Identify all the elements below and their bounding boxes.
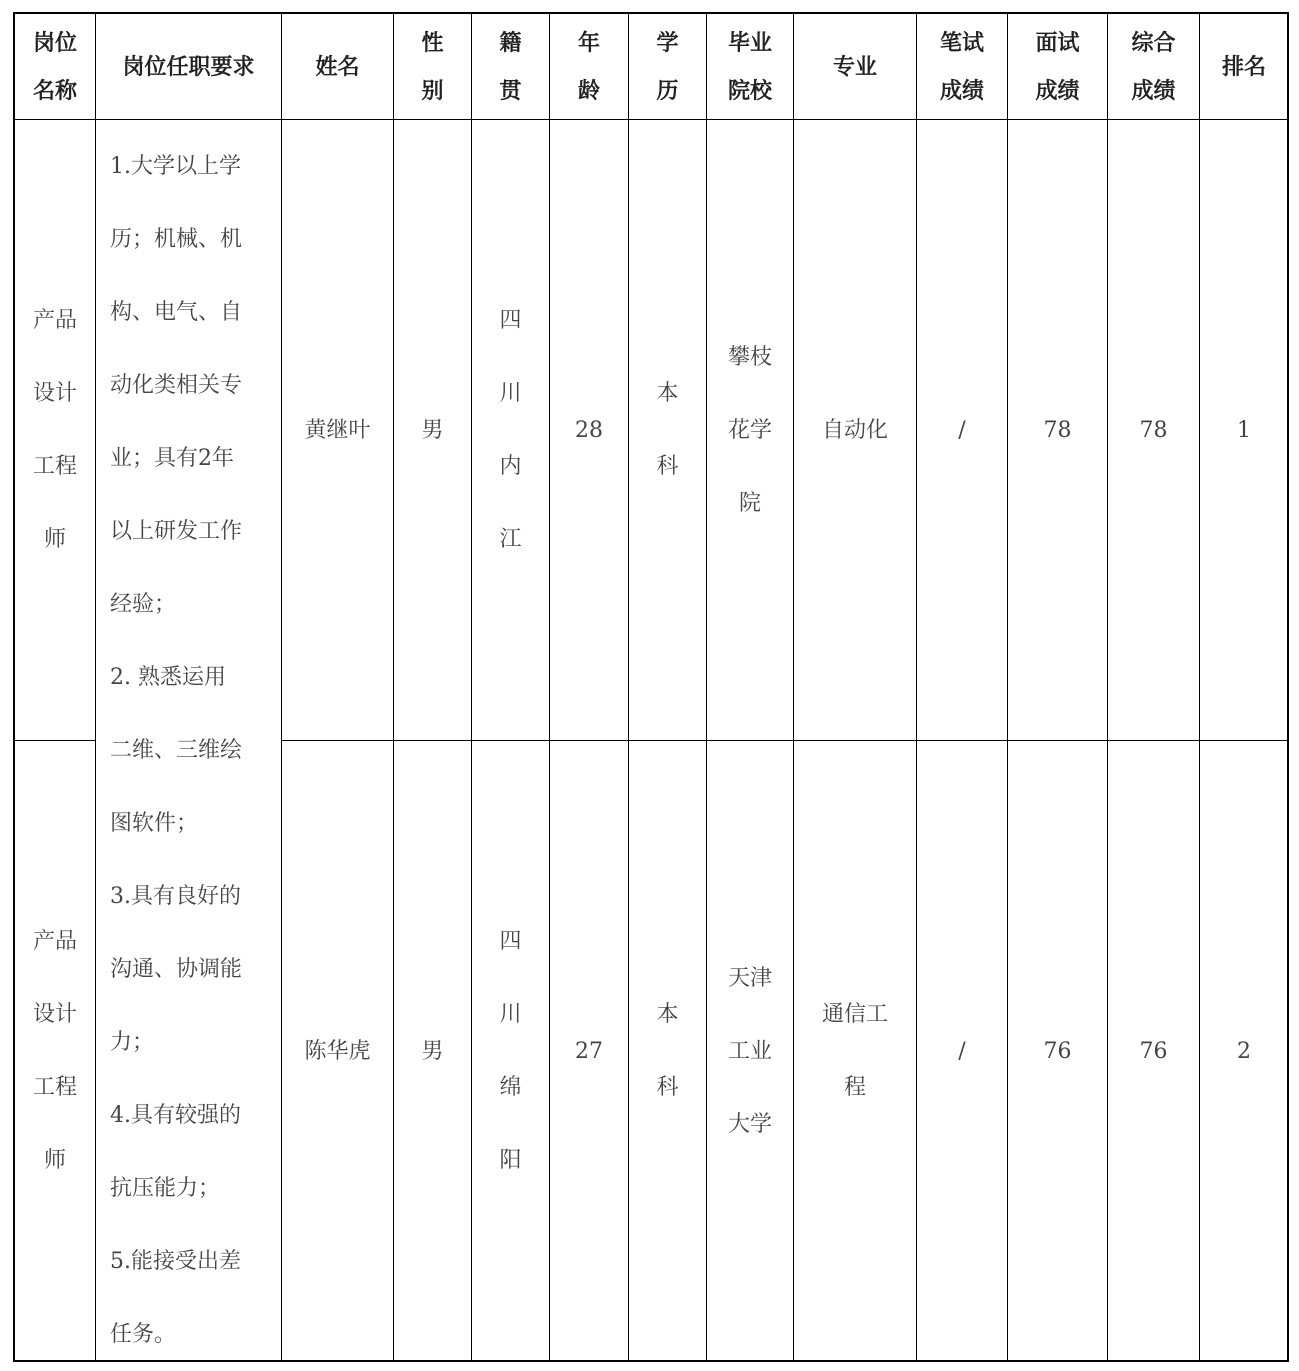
cell-text: 1 xyxy=(1237,417,1251,443)
cell-text: 本 xyxy=(656,1002,679,1027)
cell-text: 设计 xyxy=(32,381,77,406)
cell-text: 川 xyxy=(499,1002,522,1027)
header-name xyxy=(281,13,394,120)
cell-text: 岗位任职要求 xyxy=(122,53,255,80)
cell-text: 龄 xyxy=(577,77,600,104)
cell-text: 四 xyxy=(499,929,522,954)
cell-text: 笔试 xyxy=(939,29,984,56)
cell-text: 科 xyxy=(656,1075,679,1100)
cell-text: 师 xyxy=(43,527,66,552)
cell-text: 28 xyxy=(575,417,603,443)
header-total-score xyxy=(1107,13,1200,120)
requirement-line: 构、电气、自 xyxy=(110,300,243,325)
row-2-rank xyxy=(1199,740,1289,1362)
row-1-major xyxy=(793,119,917,741)
requirement-line: 历；机械、机 xyxy=(110,227,243,252)
cell-text: 自动化 xyxy=(821,417,888,443)
cell-text: 综合 xyxy=(1131,29,1176,56)
requirement-line: 图软件； xyxy=(110,811,199,836)
header-rank xyxy=(1199,13,1289,120)
cell-text: 贯 xyxy=(499,77,522,104)
cell-text: 专业 xyxy=(832,53,877,80)
cell-text: 别 xyxy=(421,77,444,104)
cell-text: 籍 xyxy=(499,29,522,56)
row-2-interview-score xyxy=(1007,740,1108,1362)
cell-text: 产品 xyxy=(32,308,77,333)
cell-text: 工业 xyxy=(727,1038,772,1064)
header-origin xyxy=(471,13,550,120)
cell-text: 江 xyxy=(499,527,522,552)
cell-text: 76 xyxy=(1139,1038,1168,1064)
cell-text: 面试 xyxy=(1035,29,1080,56)
cell-text: 产品 xyxy=(32,929,77,954)
cell-text: 天津 xyxy=(727,965,772,991)
requirement-line: 业；具有2年 xyxy=(110,446,234,471)
cell-text: 名称 xyxy=(32,77,77,104)
cell-text: 大学 xyxy=(727,1111,772,1137)
requirement-line: 动化类相关专 xyxy=(110,373,243,398)
row-2-origin xyxy=(471,740,550,1362)
cell-text: 性 xyxy=(421,29,444,56)
cell-text: 男 xyxy=(421,1038,444,1064)
row-2-position xyxy=(14,740,96,1362)
cell-text: 黄继叶 xyxy=(304,417,371,443)
requirements-cell xyxy=(95,119,282,1362)
requirement-line: 1.大学以上学 xyxy=(110,154,241,179)
cell-text: 阳 xyxy=(499,1148,522,1173)
cell-text: 院 xyxy=(738,490,761,516)
header-school xyxy=(706,13,794,120)
cell-text: 成绩 xyxy=(939,77,984,104)
row-1-rank xyxy=(1199,119,1289,741)
requirement-line: 2. 熟悉运用 xyxy=(110,665,226,690)
cell-text: 2 xyxy=(1237,1038,1251,1064)
cell-text: 内 xyxy=(499,454,522,479)
cell-text: 院校 xyxy=(727,77,772,104)
row-2-major xyxy=(793,740,917,1362)
cell-text: 学 xyxy=(656,29,679,56)
cell-text: 27 xyxy=(575,1038,603,1064)
header-interview-score xyxy=(1007,13,1108,120)
cell-text: / xyxy=(958,417,966,443)
cell-text: 历 xyxy=(656,77,679,104)
cell-text: 设计 xyxy=(32,1002,77,1027)
requirement-line: 沟通、协调能 xyxy=(110,957,243,982)
cell-text: / xyxy=(958,1038,966,1064)
requirement-line: 经验； xyxy=(110,592,177,617)
header-age xyxy=(549,13,629,120)
row-1-school xyxy=(706,119,794,741)
cell-text: 四 xyxy=(499,308,522,333)
row-1-age xyxy=(549,119,629,741)
cell-text: 工程 xyxy=(32,454,77,479)
row-2-gender xyxy=(393,740,472,1362)
header-gender xyxy=(393,13,472,120)
cell-text: 攀枝 xyxy=(727,344,772,370)
cell-text: 工程 xyxy=(32,1075,77,1100)
row-1-education xyxy=(628,119,707,741)
requirement-line: 3.具有良好的 xyxy=(110,884,241,909)
row-1-total-score xyxy=(1107,119,1200,741)
requirement-line: 以上研发工作 xyxy=(110,519,243,544)
row-1-position xyxy=(14,119,96,741)
cell-text: 78 xyxy=(1043,417,1072,443)
cell-text: 科 xyxy=(656,454,679,479)
cell-text: 76 xyxy=(1043,1038,1072,1064)
row-1-interview-score xyxy=(1007,119,1108,741)
header-position xyxy=(14,13,96,120)
header-requirements xyxy=(95,13,282,120)
cell-text: 成绩 xyxy=(1131,77,1176,104)
cell-text: 男 xyxy=(421,417,444,443)
row-2-education xyxy=(628,740,707,1362)
row-1-origin xyxy=(471,119,550,741)
requirement-line: 二维、三维绘 xyxy=(110,738,243,763)
cell-text: 姓名 xyxy=(315,53,360,80)
cell-text: 陈华虎 xyxy=(304,1038,371,1064)
header-major xyxy=(793,13,917,120)
header-education xyxy=(628,13,707,120)
cell-text: 川 xyxy=(499,381,522,406)
requirement-line: 4.具有较强的 xyxy=(110,1103,241,1128)
cell-text: 岗位 xyxy=(32,29,77,56)
cell-text: 成绩 xyxy=(1035,77,1080,104)
requirement-line: 力； xyxy=(110,1030,155,1055)
row-2-name xyxy=(281,740,394,1362)
requirement-line: 抗压能力； xyxy=(110,1176,221,1201)
cell-text: 排名 xyxy=(1221,53,1266,80)
row-1-name xyxy=(281,119,394,741)
row-2-school xyxy=(706,740,794,1362)
header-written-score xyxy=(916,13,1008,120)
row-2-written-score xyxy=(916,740,1008,1362)
cell-text: 师 xyxy=(43,1148,66,1173)
row-2-age xyxy=(549,740,629,1362)
requirement-line: 任务。 xyxy=(110,1322,177,1347)
cell-text: 花学 xyxy=(727,417,772,443)
row-1-gender xyxy=(393,119,472,741)
cell-text: 78 xyxy=(1139,417,1168,443)
row-2-total-score xyxy=(1107,740,1200,1362)
cell-text: 年 xyxy=(577,29,600,56)
cell-text: 通信工 xyxy=(821,1002,888,1027)
cell-text: 程 xyxy=(843,1075,866,1100)
cell-text: 本 xyxy=(656,381,679,406)
row-1-written-score xyxy=(916,119,1008,741)
requirement-line: 5.能接受出差 xyxy=(110,1249,241,1274)
cell-text: 毕业 xyxy=(727,29,772,56)
cell-text: 绵 xyxy=(499,1075,522,1100)
